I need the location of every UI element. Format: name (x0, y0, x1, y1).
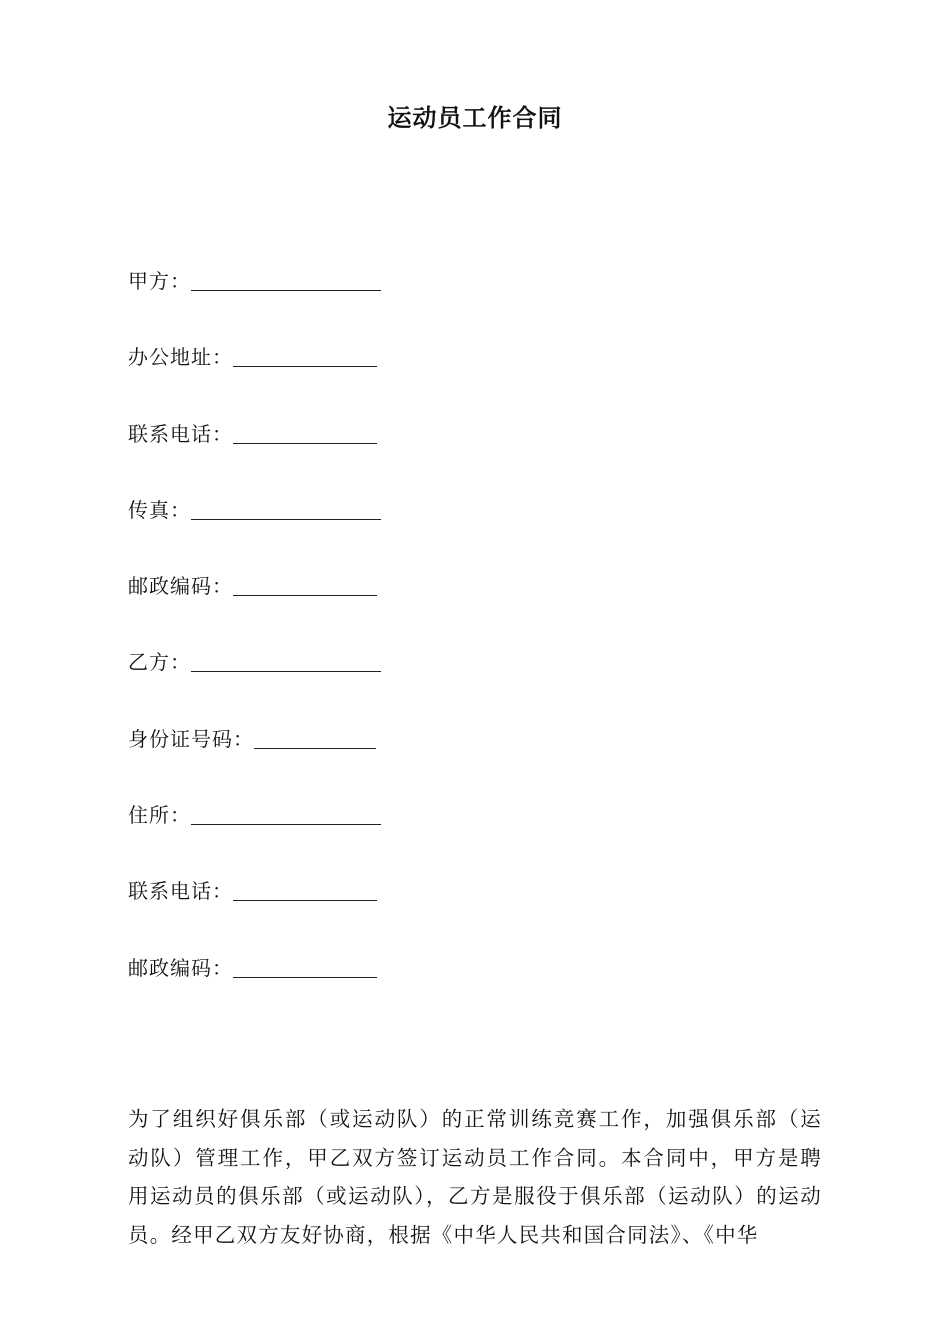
party-a-phone-blank[interactable] (233, 417, 377, 444)
party-a-fax-field (128, 491, 428, 529)
intro-paragraph: 为了组织好俱乐部（或运动队）的正常训练竞赛工作，加强俱乐部（运动队）管理工作，甲乙双方签订运动员工作合同。本合同中，甲方是聘用运动员的俱乐部（或运动队），乙方是服役于俱乐部（运动队）的运动员。经甲乙双方友好协商，根据《中华人民共和国合同法》、《中华 (128, 1107, 822, 1247)
party-b-phone-blank[interactable] (233, 874, 377, 901)
party-info-fields (128, 262, 428, 1025)
party-b-name-label: 乙方： (128, 650, 191, 675)
party-a-fax-label: 传真： (128, 497, 191, 522)
party-b-name-blank[interactable] (191, 645, 381, 672)
party-b-residence-blank[interactable] (191, 798, 381, 825)
party-b-postcode-label: 邮政编码： (128, 955, 233, 980)
party-b-name-field (128, 643, 428, 681)
party-a-postcode-field (128, 567, 428, 605)
party-a-address-label: 办公地址： (128, 345, 233, 370)
party-a-address-field (128, 338, 428, 376)
party-b-id-blank[interactable] (254, 722, 376, 749)
party-a-phone-field (128, 415, 428, 453)
party-b-id-field (128, 720, 428, 758)
party-b-postcode-blank[interactable] (233, 951, 377, 978)
party-a-address-blank[interactable] (233, 340, 377, 367)
party-a-fax-blank[interactable] (191, 493, 381, 520)
party-b-phone-label: 联系电话： (128, 879, 233, 904)
party-b-residence-label: 住所： (128, 803, 191, 828)
party-a-postcode-label: 邮政编码： (128, 574, 233, 599)
party-a-name-label: 甲方： (128, 269, 191, 293)
party-b-phone-field (128, 872, 428, 910)
party-b-id-label: 身份证号码： (128, 726, 254, 751)
party-b-residence-field (128, 796, 428, 834)
party-a-phone-label: 联系电话： (128, 421, 233, 446)
party-a-name-field (128, 262, 428, 300)
document-title: 运动员工作合同 (387, 104, 563, 132)
party-a-name-blank[interactable] (191, 264, 381, 291)
party-b-postcode-field (128, 949, 428, 987)
party-a-postcode-blank[interactable] (233, 569, 377, 596)
